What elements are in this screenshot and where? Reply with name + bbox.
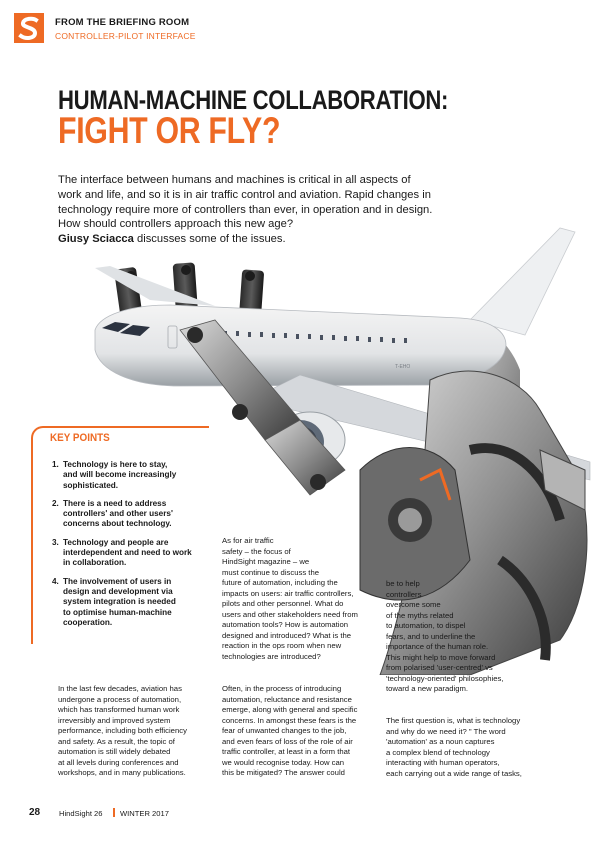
footer-divider: [113, 808, 115, 817]
body-line: and why do we need it? " The word: [386, 726, 506, 736]
key-point-text: There is a need to address: [63, 498, 167, 508]
key-point-text: concerns about technology.: [63, 519, 172, 529]
body-line: traffic controller, at least in a form that: [222, 747, 351, 756]
key-point-text: system integration is needed: [63, 597, 176, 607]
body-line: HindSight magazine – we: [222, 557, 310, 566]
body-line: impacts on users: air traffic controllers,: [222, 588, 354, 598]
body-line: safety – the focus of: [222, 546, 291, 556]
aircraft-registration: T-EHO: [395, 364, 411, 370]
key-point-item: [52, 577, 212, 628]
body-line: concerns. In amongst these fears is the: [222, 715, 357, 725]
body-column-3-top: [386, 579, 503, 695]
author-name: Giusy Sciacca: [58, 233, 134, 246]
body-line: future of automation, including the: [222, 578, 338, 587]
headline-line-2: FIGHT OR FLY?: [58, 110, 281, 151]
body-line: Often, in the process of introducing: [222, 684, 342, 693]
key-point-text: design and development via: [63, 586, 173, 596]
body-line: be to help: [386, 579, 420, 588]
page-number: 28: [29, 807, 41, 818]
body-line: technologies are introduced?: [222, 651, 321, 661]
body-line: must continue to discuss the: [222, 567, 319, 577]
key-point-text: and will become increasingly: [63, 470, 177, 480]
body-line: automation tools? How is automation: [222, 620, 349, 629]
body-column-3-bottom: [386, 716, 522, 779]
intro-line: technology require more of controllers than ever, in operation and in design.: [58, 203, 433, 216]
intro-line: How should controllers approach this new age?: [58, 218, 294, 231]
key-point-number: 3.: [52, 537, 59, 547]
key-point-text: to optimise human-machine: [63, 607, 172, 617]
section-title: FROM THE BRIEFING ROOM: [55, 17, 190, 28]
key-point-text: Technology is here to stay,: [63, 460, 168, 469]
body-line: In the last few decades, aviation has: [58, 684, 182, 693]
body-line: automation, reluctance and resistance: [222, 694, 352, 704]
body-line: emerge, along with general and specific: [222, 705, 358, 714]
body-line: controllers: [386, 589, 422, 599]
body-line: 'technology-oriented' philosophies,: [386, 673, 504, 683]
body-line: users and other stakeholders need from: [222, 609, 358, 619]
body-line: a complex blend of technology: [386, 747, 490, 757]
body-line: 'automation' as a noun captures: [386, 737, 495, 746]
body-line: from polarised 'user-centred' vs: [386, 663, 493, 672]
body-line: toward a new paradigm.: [386, 684, 469, 693]
key-points-title: KEY POINTS: [50, 432, 110, 444]
headline-line-1: HUMAN-MACHINE COLLABORATION:: [58, 85, 449, 115]
body-line: undergone a process of automation,: [58, 694, 182, 704]
hindsight-logo: [14, 13, 44, 43]
issue-label: WINTER 2017: [120, 809, 169, 818]
magazine-name: HindSight 26: [59, 809, 103, 818]
s-logo-icon: [14, 13, 44, 43]
key-point-text: sophisticated.: [63, 480, 119, 490]
body-column-1: [58, 684, 187, 779]
key-point-text: The involvement of users in: [63, 576, 172, 586]
body-line: to automation, to dispel: [386, 621, 466, 630]
section-subtitle: CONTROLLER-PILOT INTERFACE: [55, 31, 196, 41]
body-line: irreversibly and improved system: [58, 715, 171, 725]
key-point-text: interdependent and need to work: [63, 548, 192, 558]
key-point-number: 4.: [52, 576, 59, 586]
key-point-text: in collaboration.: [63, 558, 127, 568]
byline-text: discusses some of the issues.: [133, 233, 286, 246]
body-line: reaction in the ops room when new: [222, 641, 342, 650]
body-line: interacting with human operators,: [386, 758, 500, 767]
body-line: at all levels during conferences and: [58, 757, 179, 767]
body-line: fears, and to underline the: [386, 631, 476, 641]
key-point-number: 1.: [52, 460, 59, 469]
body-line: and safety. As a result, the topic of: [58, 736, 175, 746]
key-point-number: 2.: [52, 498, 59, 508]
key-point-text: controllers' and other users': [63, 509, 173, 519]
body-column-2-top: [222, 536, 358, 662]
body-line: importance of the human role.: [386, 642, 489, 651]
body-line: overcome some: [386, 600, 441, 609]
key-point-item: [52, 460, 212, 491]
body-line: designed and introduced? What is the: [222, 630, 352, 640]
key-point-text: Technology and people are: [63, 537, 169, 547]
key-point-item: [52, 499, 212, 530]
key-point-text: cooperation.: [63, 617, 113, 627]
body-line: As for air traffic: [222, 536, 274, 545]
body-line: each carrying out a wide range of tasks,: [386, 768, 522, 778]
body-line: workshops, and in many publications.: [58, 768, 186, 777]
body-line: of the myths related: [386, 610, 454, 620]
body-line: and even fears of loss of the role of air: [222, 736, 353, 746]
body-line: performance, including both efficiency: [58, 726, 187, 735]
intro-line: work and life, and so it is in air traffic control and aviation. Rapid changes in: [58, 188, 431, 201]
key-point-item: [52, 538, 212, 569]
body-line: which has transformed human work: [58, 705, 180, 714]
body-line: fear of unwanted changes to the job,: [222, 726, 347, 735]
body-line: we would recognise today. How can: [222, 757, 345, 767]
body-line: this be mitigated? The answer could: [222, 768, 345, 777]
body-line: This might help to move forward: [386, 652, 496, 662]
body-column-2-bottom: [222, 684, 357, 779]
intro-line: The interface between humans and machines is critical in all aspects of: [58, 174, 411, 186]
key-points-list: [52, 460, 212, 636]
body-line: pilots and other personnel. What do: [222, 599, 344, 608]
body-line: automation is still widely debated: [58, 747, 171, 756]
body-line: The first question is, what is technology: [386, 716, 521, 725]
